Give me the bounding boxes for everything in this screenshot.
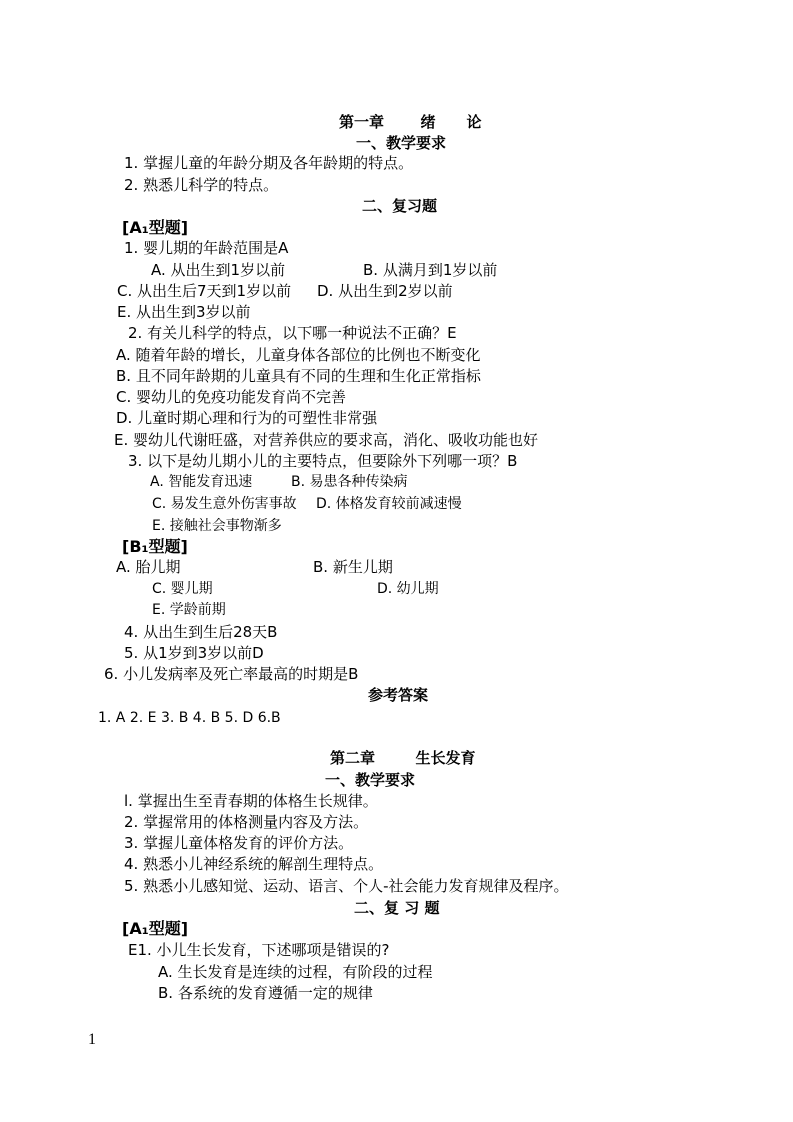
ch1-q3-option-e: E. 接触社会事物渐多 — [152, 518, 282, 534]
ch1-b-option-d: D. 幼儿期 — [377, 581, 439, 597]
ch1-requirement-2: 2. 熟悉儿科学的特点。 — [124, 176, 279, 194]
chapter-2-name: 生长发育 — [415, 749, 476, 767]
ch1-q2-option-b: B. 且不同年龄期的儿童具有不同的生理和生化正常指标 — [116, 367, 481, 385]
ch1-q1-option-c: C. 从出生后7天到1岁以前 — [117, 282, 292, 300]
chapter-1-number: 第一章 — [339, 113, 385, 131]
ch1-q2-option-c: C. 婴幼儿的免疫功能发育尚不完善 — [116, 388, 347, 406]
ch1-q3-option-a: A. 智能发育迅速 — [150, 474, 253, 490]
ch1-answers-heading: 参考答案 — [368, 686, 429, 704]
ch2-requirement-3: 3. 掌握儿童体格发育的评价方法。 — [124, 834, 354, 852]
ch1-b-option-b: B. 新生儿期 — [313, 558, 393, 576]
ch2-requirement-2: 2. 掌握常用的体格测量内容及方法。 — [124, 813, 369, 831]
ch1-q3-option-c: C. 易发生意外伤害事故 — [152, 496, 297, 512]
ch1-q3-option-d: D. 体格发育较前减速慢 — [316, 496, 462, 512]
ch1-teaching-requirements-heading: 一、教学要求 — [356, 134, 447, 152]
ch1-a1-type-label: [A₁型题] — [122, 218, 189, 237]
ch1-review-heading: 二、复习题 — [362, 197, 438, 215]
ch2-q1-option-a: A. 生长发育是连续的过程，有阶段的过程 — [158, 963, 433, 981]
ch1-q3-option-b: B. 易患各种传染病 — [291, 474, 408, 490]
ch2-review-heading: 二、复 习 题 — [354, 899, 440, 917]
chapter-1-name: 绪 论 — [420, 113, 490, 131]
ch1-question-5: 5. 从1岁到3岁以前D — [124, 644, 264, 662]
ch1-question-2: 2. 有关儿科学的特点，以下哪一种说法不正确？E — [128, 324, 457, 342]
chapter-2-title — [330, 748, 476, 768]
ch2-a1-type-label: [A₁型题] — [122, 919, 189, 938]
ch1-b-option-c: C. 婴儿期 — [152, 581, 213, 597]
ch1-question-6: 6. 小儿发病率及死亡率最高的时期是B — [104, 665, 359, 683]
chapter-1-title — [339, 112, 490, 132]
ch1-q2-option-d: D. 儿童时期心理和行为的可塑性非常强 — [116, 409, 378, 427]
ch1-b-option-e: E. 学龄前期 — [152, 602, 226, 618]
ch1-q1-option-e: E. 从出生到3岁以前 — [117, 303, 251, 321]
page-number: 1 — [88, 1031, 96, 1048]
ch1-q2-option-e: E. 婴幼儿代谢旺盛，对营养供应的要求高，消化、吸收功能也好 — [114, 431, 539, 449]
ch1-question-1: 1. 婴儿期的年龄范围是A — [124, 239, 289, 257]
ch2-teaching-requirements-heading: 一、教学要求 — [325, 771, 416, 789]
ch1-question-4: 4. 从出生到生后28天B — [124, 623, 278, 641]
ch1-b-option-a: A. 胎儿期 — [116, 558, 181, 576]
ch1-q2-option-a: A. 随着年龄的增长，儿童身体各部位的比例也不断变化 — [116, 346, 481, 364]
ch1-q1-option-a: A. 从出生到1岁以前 — [151, 261, 286, 279]
ch2-requirement-4: 4. 熟悉小儿神经系统的解剖生理特点。 — [124, 855, 384, 873]
ch1-answers: 1. A 2. E 3. B 4. B 5. D 6.B — [98, 710, 281, 726]
ch1-question-3: 3. 以下是幼儿期小儿的主要特点，但要除外下列哪一项？B — [128, 452, 518, 470]
ch2-question-1: E1. 小儿生长发育，下述哪项是错误的? — [128, 941, 390, 959]
ch1-q1-option-d: D. 从出生到2岁以前 — [317, 282, 453, 300]
ch2-q1-option-b: B. 各系统的发育遵循一定的规律 — [158, 984, 373, 1002]
ch1-q1-option-b: B. 从满月到1岁以前 — [363, 261, 498, 279]
ch1-b1-type-label: [B₁型题] — [122, 537, 188, 556]
ch1-requirement-1: 1. 掌握儿童的年龄分期及各年龄期的特点。 — [124, 154, 414, 172]
ch2-requirement-1: l. 掌握出生至青春期的体格生长规律。 — [124, 792, 378, 810]
ch2-requirement-5: 5. 熟悉小儿感知觉、运动、语言、个人-社会能力发育规律及程序。 — [124, 877, 569, 895]
chapter-2-number: 第二章 — [330, 749, 376, 767]
